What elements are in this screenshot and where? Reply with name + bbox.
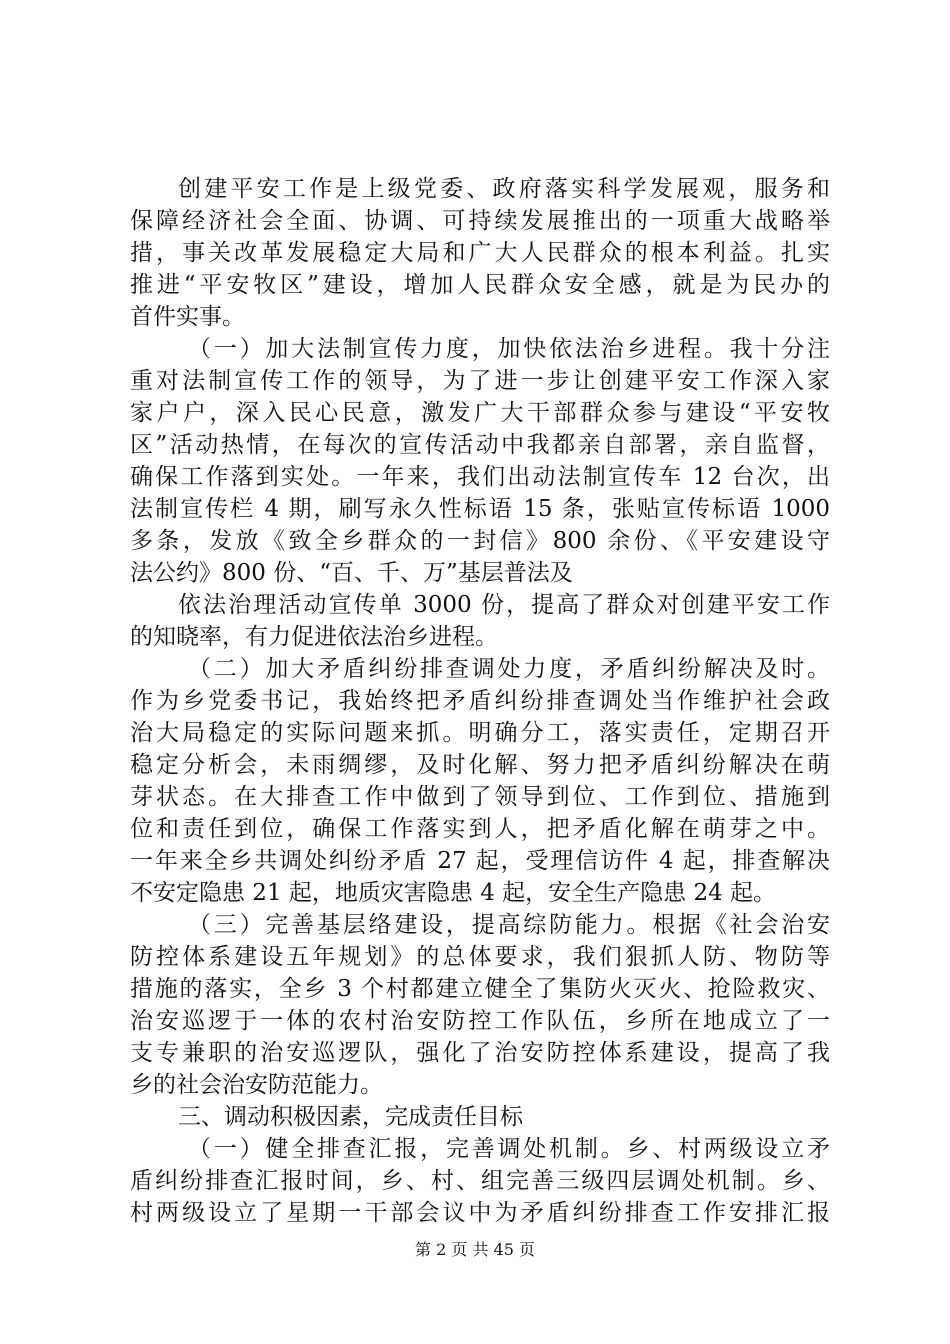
text-line: 位和责任到位，确保工作落实到人，把矛盾化解在萌芽之中。 <box>130 816 830 842</box>
page-footer: 第 2 页 共 45 页 <box>415 1240 535 1259</box>
text-line: 首件实事。 <box>130 304 245 330</box>
document-body <box>130 173 830 1229</box>
text-line: 治大局稳定的实际问题来抓。明确分工，落实责任，定期召开 <box>130 720 830 746</box>
text-line: 区”活动热情，在每次的宣传活动中我都亲自部署，亲自监督， <box>130 432 830 458</box>
text-line: （三）完善基层络建设，提高综防能力。根据《社会治安 <box>188 912 830 938</box>
text-line: 法制宣传栏 4 期，刷写永久性标语 15 条，张贴宣传标语 1000 <box>130 496 830 522</box>
text-line: 推进“平安牧区”建设，增加人民群众安全感，就是为民办的 <box>130 272 830 298</box>
text-line: （二）加大矛盾纠纷排查调处力度，矛盾纠纷解决及时。 <box>188 656 830 682</box>
text-line: 支专兼职的治安巡逻队，强化了治安防控体系建设，提高了我 <box>130 1040 830 1066</box>
text-line: 三、调动积极因素，完成责任目标 <box>178 1104 523 1130</box>
text-line: 法公约》800 份、“百、千、万”基层普法及 <box>130 560 573 586</box>
text-line: 确保工作落到实处。一年来，我们出动法制宣传车 12 台次，出 <box>130 464 830 490</box>
text-line: 不安定隐患 21 起，地质灾害隐患 4 起，安全生产隐患 24 起。 <box>130 880 777 906</box>
text-line: 的知晓率，有力促进依法治乡进程。 <box>130 624 498 650</box>
text-line: （一）健全排查汇报，完善调处机制。乡、村两级设立矛 <box>188 1136 830 1162</box>
text-line: 稳定分析会，未雨绸缪，及时化解、努力把矛盾纠纷解决在萌 <box>130 752 830 778</box>
text-line: 盾纠纷排查汇报时间，乡、村、组完善三级四层调处机制。乡、 <box>130 1168 830 1194</box>
text-line: 乡的社会治安防范能力。 <box>130 1072 383 1098</box>
text-line: 创建平安工作是上级党委、政府落实科学发展观，服务和 <box>178 176 830 202</box>
text-line: 防控体系建设五年规划》的总体要求，我们狠抓人防、物防等 <box>130 944 830 970</box>
text-line: 家户户，深入民心民意，激发广大干部群众参与建设“平安牧 <box>130 400 830 426</box>
text-line: 重对法制宣传工作的领导，为了进一步让创建平安工作深入家 <box>130 368 830 394</box>
text-line: 措施的落实，全乡 3 个村都建立健全了集防火灭火、抢险救灾、 <box>130 976 830 1002</box>
text-line: （一）加大法制宣传力度，加快依法治乡进程。我十分注 <box>188 336 830 362</box>
text-line: 依法治理活动宣传单 3000 份，提高了群众对创建平安工作 <box>178 592 830 618</box>
text-line: 村两级设立了星期一干部会议中为矛盾纠纷排查工作安排汇报 <box>130 1200 830 1226</box>
text-line: 治安巡逻于一体的农村治安防控工作队伍，乡所在地成立了一 <box>130 1008 830 1034</box>
text-line: 保障经济社会全面、协调、可持续发展推出的一项重大战略举 <box>130 208 830 234</box>
text-line: 措，事关改革发展稳定大局和广大人民群众的根本利益。扎实 <box>130 240 830 266</box>
text-line: 多条，发放《致全乡群众的一封信》800 余份、《平安建设守 <box>130 528 830 554</box>
text-line: 芽状态。在大排查工作中做到了领导到位、工作到位、措施到 <box>130 784 830 810</box>
text-line: 作为乡党委书记，我始终把矛盾纠纷排查调处当作维护社会政 <box>130 688 830 714</box>
text-line: 一年来全乡共调处纠纷矛盾 27 起，受理信访件 4 起，排查解决 <box>130 848 830 874</box>
